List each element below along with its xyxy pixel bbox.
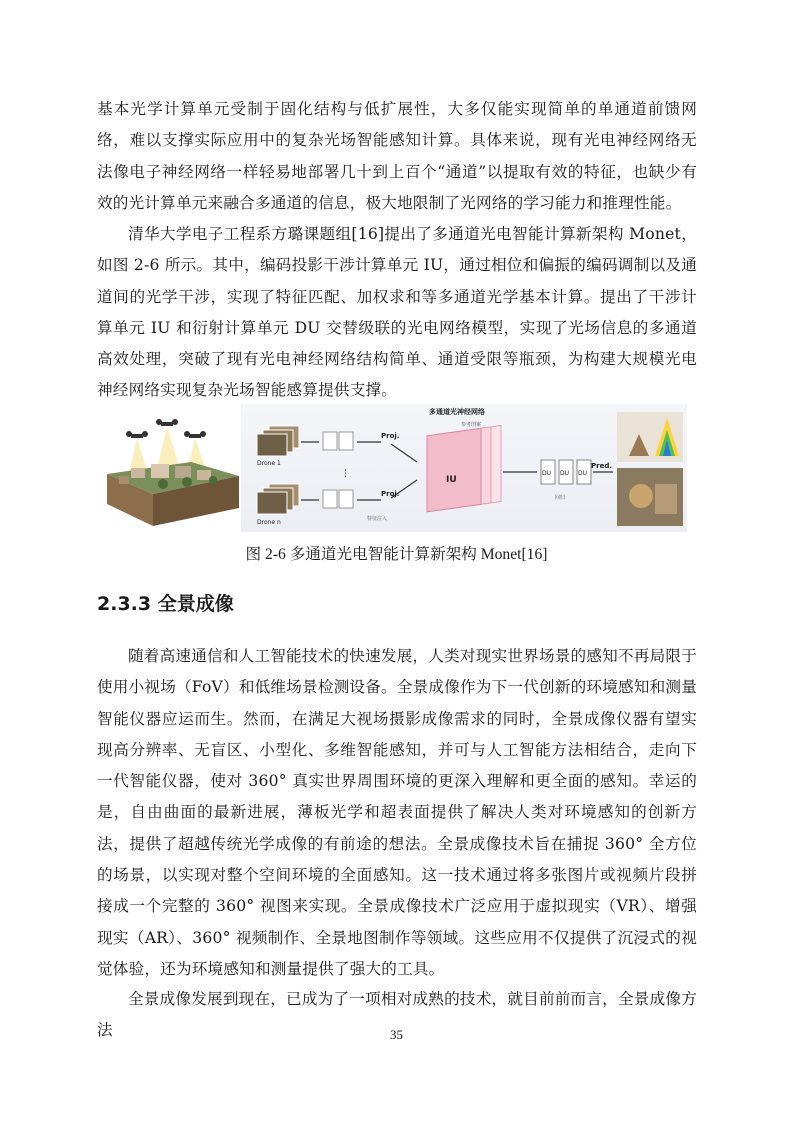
diagram-title: 多通道光神经网络	[429, 408, 485, 416]
body-paragraph-1: 基本光学计算单元受制于固化结构与低扩展性，大多仅能实现简单的单通道前馈网络，难以支撑实际应用中的复杂光场智能感知计算。具体来说，现有光电神经网络无法像电子神经网络一样轻易地部署几十到上百个“通道”以提取有效的特征，也缺少有效的光计算单元来融合多通道的信息，极大地限制了光网络的学习能力和推理性能。	[97, 100, 697, 212]
du-label-2: DU	[560, 470, 570, 477]
drone-n-image-stack	[257, 484, 299, 514]
figure-caption: 图 2-6 多通道光电智能计算新架构 Monet[16]	[245, 546, 548, 563]
proj-label-top: Proj.	[381, 432, 400, 440]
iu-label: IU	[446, 475, 457, 485]
feature-input-label: 特征注入	[367, 516, 388, 522]
prediction-outputs	[617, 412, 683, 526]
readout-label: 回归	[555, 495, 566, 501]
drone-1-label: Drone 1	[257, 460, 281, 467]
du-label-3: DU	[578, 470, 588, 477]
monet-architecture-diagram	[241, 404, 687, 532]
figure-2-6	[101, 404, 687, 532]
page-number: 35	[390, 1027, 403, 1042]
city-drone-illustration	[101, 404, 241, 532]
drone-n-label: Drone n	[257, 519, 281, 526]
du-label-1: DU	[542, 470, 552, 477]
iu-interference-unit	[427, 425, 501, 511]
ellipsis-icon: ⋮	[341, 469, 350, 479]
reference-pattern-label: 参考图案	[461, 422, 482, 428]
body-paragraph-2: 清华大学电子工程系方璐课题组[16]提出了多通道光电智能计算新架构 Monet，如图 2-6 所示。其中，编码投影干涉计算单元 IU，通过相位和偏振的编码调制以及通道间的光学干涉，实现了特征匹配、加权求和等多通道光学基本计算。提出了干涉计算单元 IU 和衍射计算单元 DU 交替级联的光电网络模型，实现了光场信息的多通道高效处理，突破了现有光电神经网络结构简单、通道受限等瓶颈，为构建大规模光电神经网络实现复杂光场智能感算提供支撑。	[97, 225, 697, 400]
section-heading: 2.3.3 全景成像	[97, 593, 234, 615]
drone-1-image-stack	[257, 426, 299, 456]
pred-label: Pred.	[591, 462, 612, 470]
section-paragraph-1: 随着高速通信和人工智能技术的快速发展，人类对现实世界场景的感知不再局限于使用小视场（FoV）和低维场景检测设备。全景成像作为下一代创新的环境感知和测量智能仪器应运而生。然而，在满足大视场摄影成像需求的同时，全景成像仪器有望实现高分辨率、无盲区、小型化、多维智能感知，并可与人工智能方法相结合，走向下一代智能仪器，使对 360° 真实世界周围环境的更深入理解和更全面的感知。幸运的是，自由曲面的最新进展，薄板光学和超表面提供了解决人类对环境感知的创新方法，提供了超越传统光学成像的有前途的想法。全景成像技术旨在捕捉 360° 全方位的场景，以实现对整个空间环境的全面感知。这一技术通过将多张图片或视频片段拼接成一个完整的 360° 视图来实现。全景成像技术广泛应用于虚拟现实（VR）、增强现实（AR）、360° 视频制作、全景地图制作等领域。这些应用不仅提供了沉浸式的视觉体验，还为环境感知和测量提供了强大的工具。	[97, 647, 697, 978]
section-paragraph-2: 全景成像发展到现在，已成为了一项相对成熟的技术，就目前前而言，全景成像方法	[97, 990, 697, 1040]
proj-label-bottom: Proj.	[381, 490, 400, 498]
